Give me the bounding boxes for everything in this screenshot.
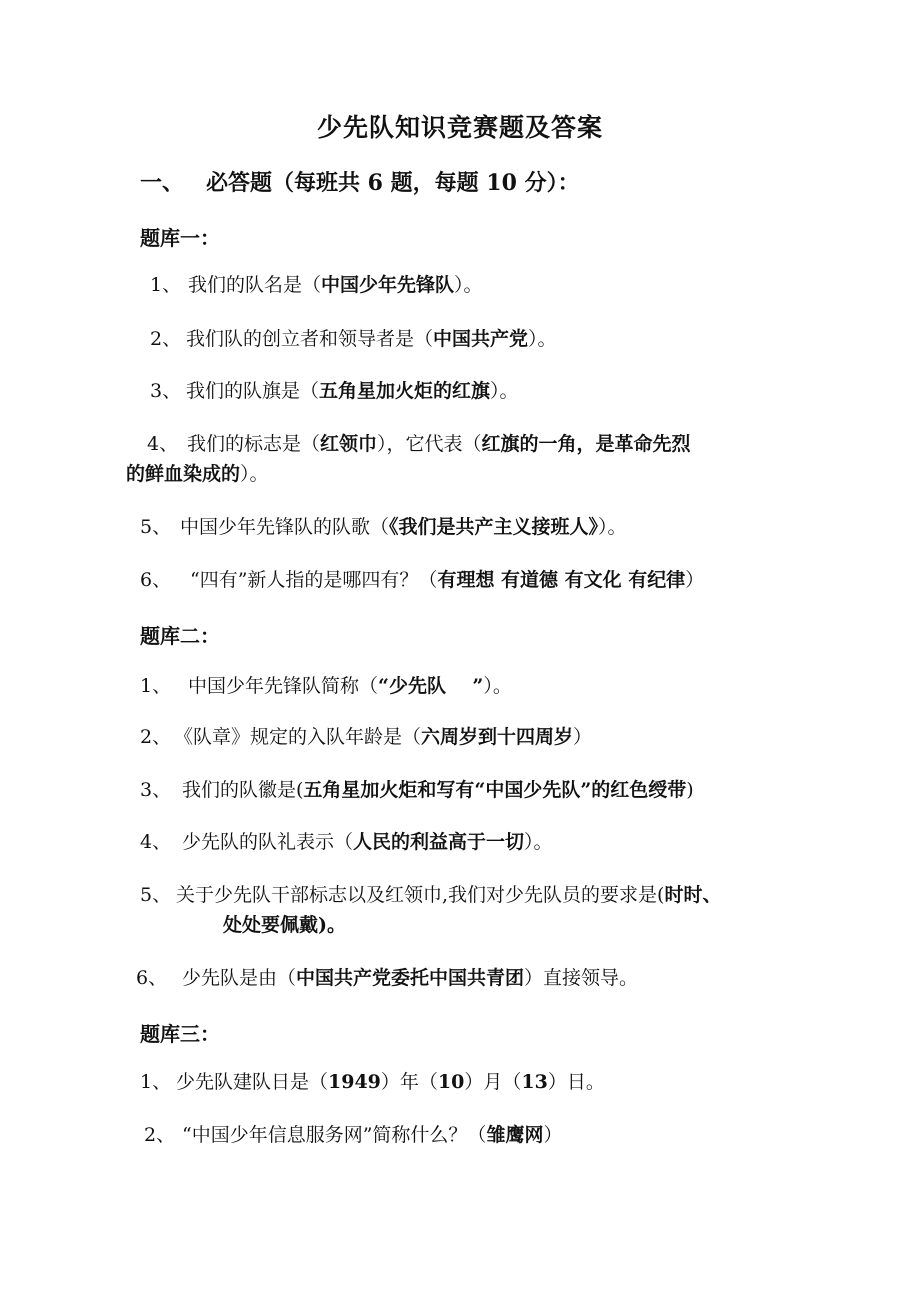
question-item [150, 270, 483, 300]
question-text-mid: ），它代表（ [377, 433, 482, 455]
question-item [147, 429, 691, 459]
question-item [140, 671, 512, 701]
question-number: 1、 [150, 274, 182, 296]
question-text-end: ) [686, 779, 694, 801]
question-number: 1、 [140, 675, 172, 697]
question-number: 3、 [140, 779, 172, 801]
answer-text: 红领巾 [320, 433, 378, 455]
question-text: 中国少年先锋队简称（ [188, 675, 379, 697]
question-bank-1-label: 题库一： [140, 226, 220, 250]
question-text: 《队章》规定的入队年龄是（ [174, 726, 422, 748]
answer-text-continued: 处处要佩戴 [223, 914, 319, 936]
question-item-continuation [126, 459, 269, 489]
question-text-end: ） [543, 1124, 563, 1146]
question-text: 我们队的创立者和领导者是（ [186, 328, 434, 350]
question-text-mid-2: ）月（ [464, 1071, 522, 1093]
question-text-mid: ）年（ [380, 1071, 438, 1093]
question-bank-2-label: 题库二： [140, 624, 220, 648]
answer-text: 五角星加火炬的红旗 [319, 380, 491, 402]
question-item [140, 827, 553, 857]
question-bank-3-label: 题库三： [140, 1022, 220, 1046]
question-item [144, 1120, 562, 1150]
question-number: 5、 [140, 884, 172, 906]
question-item [140, 1067, 605, 1097]
question-text-end: ） [573, 726, 593, 748]
answer-text: “少先队 ” [378, 675, 484, 697]
answer-text: 六周岁到十四周岁 [421, 726, 574, 748]
question-text-end: ）。 [454, 274, 483, 296]
question-text-end: ）。 [528, 328, 557, 350]
question-item [140, 880, 721, 910]
question-text: 我们的队名是（ [188, 274, 322, 296]
question-text: 少先队的队礼表示（ [182, 831, 354, 853]
question-number: 6、 [136, 967, 168, 989]
question-text: 少先队是由（ [182, 967, 297, 989]
question-item [136, 963, 638, 993]
section-number: 一、 [140, 170, 185, 196]
question-text-end: ）。 [490, 380, 519, 402]
section-heading [140, 166, 580, 197]
question-item [140, 722, 592, 752]
question-item [140, 512, 627, 542]
answer-month: 10 [437, 1071, 465, 1093]
question-number: 2、 [144, 1124, 176, 1146]
answer-text: 中国少年先锋队 [321, 274, 455, 296]
answer-text-continued: 的鲜血染成的 [126, 463, 241, 485]
question-text: “四有”新人指的是哪四有？（ [190, 569, 438, 591]
answer-text: 人民的利益高于一切 [353, 831, 525, 853]
answer-year: 1949 [328, 1071, 381, 1093]
question-text-end: ）。 [524, 831, 553, 853]
question-text: “中国少年信息服务网”简称什么？（ [182, 1124, 487, 1146]
question-text: 我们的队徽是( [182, 779, 304, 801]
question-text-end: ）。 [598, 516, 627, 538]
question-text: 我们的标志是（ [187, 433, 321, 455]
question-text: 少先队建队日是（ [176, 1071, 329, 1093]
question-number: 3、 [150, 380, 182, 402]
question-number: 6、 [140, 569, 172, 591]
question-item [140, 565, 704, 595]
answer-text: 雏鹰网 [486, 1124, 544, 1146]
question-number: 2、 [150, 328, 182, 350]
section-title: 必答题（每班共 6 题，每题 10 分）： [206, 170, 580, 196]
question-item [150, 376, 519, 406]
answer-text-2: 红旗的一角，是革命先烈 [481, 433, 691, 455]
question-text-end: ）日。 [547, 1071, 605, 1093]
answer-text: 《我们是共产主义接班人》 [389, 516, 599, 538]
question-text: 我们的队旗是（ [186, 380, 320, 402]
answer-text: 中国共产党 [433, 328, 529, 350]
question-item-continuation [223, 910, 346, 940]
question-text-end: ） [685, 569, 705, 591]
answer-text: 时时、 [664, 884, 722, 906]
question-number: 4、 [140, 831, 172, 853]
question-item [140, 775, 694, 805]
answer-text: 中国共产党委托中国共青团 [296, 967, 525, 989]
answer-text: 有理想 有道德 有文化 有纪律 [437, 569, 686, 591]
question-text: 关于少先队干部标志以及红领巾,我们对少先队员的要求是( [176, 884, 665, 906]
question-text: 中国少年先锋队的队歌（ [180, 516, 390, 538]
answer-day: 13 [521, 1071, 548, 1093]
question-text-end: ）直接领导。 [524, 967, 639, 989]
question-number: 2、 [140, 726, 172, 748]
question-number: 4、 [147, 433, 179, 455]
question-number: 5、 [140, 516, 172, 538]
question-number: 1、 [140, 1071, 172, 1093]
page-title: 少先队知识竞赛题及答案 [316, 113, 603, 142]
question-text-end: ）。 [483, 675, 512, 697]
answer-text: 五角星加火炬和写有“中国少先队”的红色绶带 [303, 779, 687, 801]
question-text-end: )。 [318, 914, 347, 936]
question-text-end: ）。 [240, 463, 269, 485]
question-item [150, 324, 557, 354]
